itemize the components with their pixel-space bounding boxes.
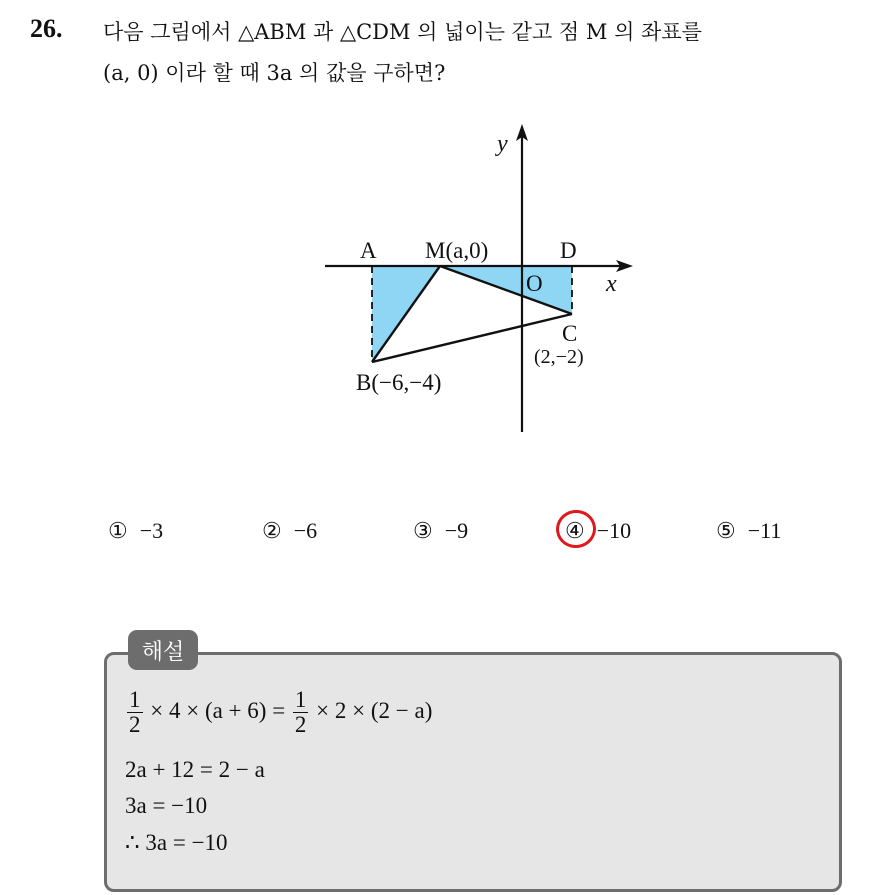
solution-line-1-part-a: × 4 × (a + 6) = — [150, 697, 286, 723]
choice-5-value: −11 — [747, 518, 782, 543]
point-label-b: B(−6,−4) — [356, 370, 442, 395]
axis-label-x: x — [606, 271, 617, 297]
solution-line-2: 2a + 12 = 2 − a — [125, 757, 265, 782]
point-label-c-coord: (2,−2) — [534, 346, 584, 368]
solution-line-1 — [125, 688, 432, 737]
solution-tab: 해설 — [128, 630, 198, 670]
axis-label-y: y — [497, 131, 508, 157]
fraction-half-2: $\frac{1}{2}$ — [294, 687, 307, 737]
point-label-m: M(a,0) — [425, 238, 489, 263]
choice-1[interactable] — [108, 518, 163, 544]
choice-1-value: −3 — [139, 518, 164, 543]
solution-line-1-part-b: × 2 × (2 − a) — [316, 697, 433, 723]
point-label-c: C — [562, 321, 578, 346]
choice-5-number: ⑤ — [716, 518, 736, 543]
choice-2-value: −6 — [293, 518, 318, 543]
answer-mark-circle — [554, 507, 599, 550]
solution-line-3: 3a = −10 — [125, 793, 208, 818]
choice-2-number: ② — [262, 518, 282, 543]
question-text-line-1: 다음 그림에서 △ABM 과 △CDM 의 넓이는 같고 점 M 의 좌표를 — [103, 20, 702, 44]
point-label-d: D — [560, 238, 577, 263]
choice-3[interactable] — [413, 518, 468, 544]
solution-line-4: ∴ 3a = −10 — [125, 830, 228, 855]
choice-4-number: ④ — [565, 518, 585, 543]
choice-2[interactable] — [262, 518, 317, 544]
question-text-line-2: (a, 0) 이라 할 때 3a 의 값을 구하면? — [103, 61, 446, 85]
choice-1-number: ① — [108, 518, 128, 543]
fraction-half-1: $\frac{1}{2}$ — [129, 687, 141, 737]
coordinate-figure — [300, 122, 660, 442]
point-label-a: A — [360, 238, 377, 263]
question-number: 26. — [30, 14, 63, 43]
point-label-o: O — [526, 271, 543, 296]
choice-4-value: −10 — [596, 518, 632, 543]
choice-3-value: −9 — [444, 518, 469, 543]
choice-5[interactable] — [716, 518, 781, 544]
choice-3-number: ③ — [413, 518, 433, 543]
